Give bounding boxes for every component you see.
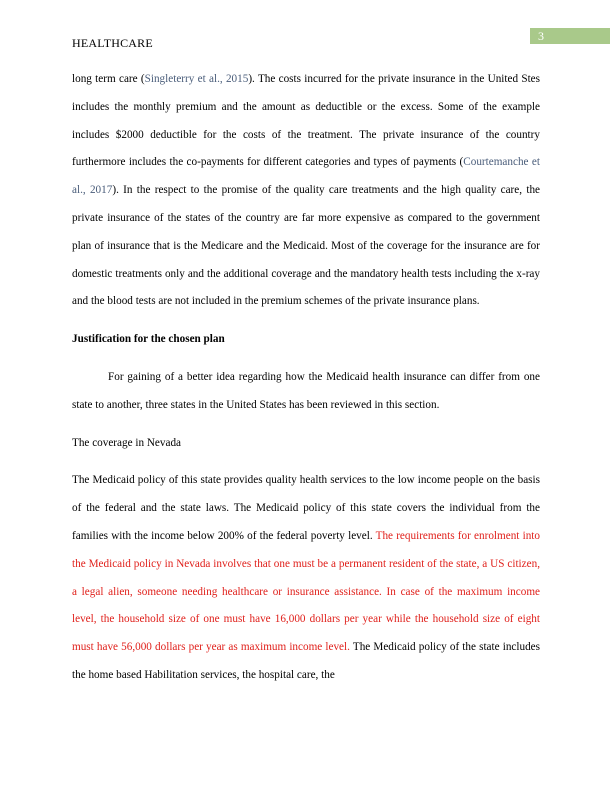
- section-heading: Justification for the chosen plan: [72, 333, 225, 346]
- citation: Courtemanche et al., 2017: [72, 156, 540, 197]
- page-number: 3: [530, 28, 610, 44]
- text-run: The Medicaid policy of this state provides quality health services to the low income people on the basis of the federal and the state laws. The Medicaid policy of this state covers the individual from the families with the income below 200% of the federal poverty level.: [72, 474, 540, 542]
- text-run: The Medicaid policy of the state includes the home based Habilitation services, the hospital care, the: [72, 641, 540, 681]
- text-run: ). In the respect to the promise of the quality care treatments and the high quality care, the private insurance of the states of the country are far more expensive as compared to the government plan of insurance that is the Medicare and the Medicaid. Most of the coverage for the insurance are for domestic treatments only and the additional coverage and the mandatory health tests including the x-ray and the blood tests are not included in the premium schemes of the private insurance plans.: [72, 184, 541, 308]
- highlighted-text: The requirements for enrolment into the Medicaid policy in Nevada involves that one must be a permanent resident of the state, a US citizen, a legal alien, someone needing healthcare or insurance assistance. In case of the maximum income level, the household size of one must have 16,000 dollars per year while the household size of eight must have 56,000 dollars per year as maximum income level.: [72, 529, 540, 654]
- document-body: [72, 66, 540, 690]
- paragraph-private-insurance: [72, 66, 540, 316]
- paragraph-intro: For gaining of a better idea regarding how the Medicaid health insurance can differ from one state to another, three states in the United States has been reviewed in this section.: [72, 370, 540, 411]
- citation: Singleterry et al., 2015: [144, 73, 249, 85]
- text-run: ). The costs incurred for the private insurance in the United Stes includes the monthly premium and the amount as deductible or the excess. Some of the example includes $2000 deductible for the costs of the treatment. The private insurance of the country furthermore includes the co-payments for different categories and types of payments (: [72, 73, 540, 169]
- subsection-heading: The coverage in Nevada: [72, 436, 182, 449]
- text-run: long term care (: [72, 73, 145, 85]
- paragraph-nevada: [72, 467, 540, 689]
- running-head: HEALTHCARE: [72, 36, 153, 50]
